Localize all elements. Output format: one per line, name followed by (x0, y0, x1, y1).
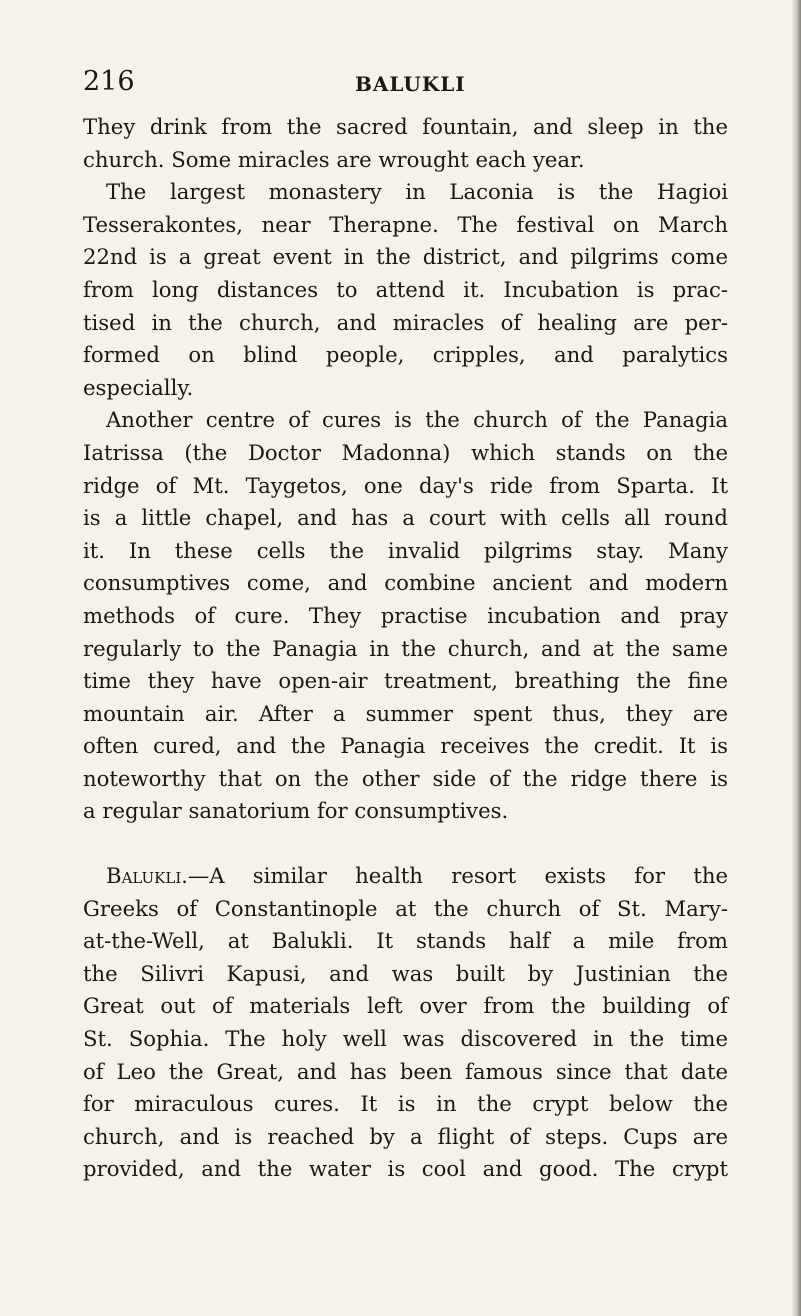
running-head: BALUKLI (355, 72, 466, 96)
text-line: provided, and the water is cool and good. The crypt (83, 1156, 728, 1182)
page-edge-shadow (791, 0, 801, 1316)
paragraph (83, 111, 728, 176)
text-line: Greeks of Constantinople at the church of St. Mary- (83, 895, 728, 921)
text-line: The largest monastery in Laconia is the Hagioi (106, 179, 728, 205)
text-line: consumptives come, and combine ancient and modern (83, 570, 728, 596)
text-line: formed on blind people, cripples, and paralytics (83, 342, 728, 368)
text-line: church, and is reached by a flight of steps. Cups are (83, 1123, 728, 1149)
text-line: They drink from the sacred fountain, and sleep in the (83, 114, 728, 139)
text-line: regularly to the Panagia in the church, and at the same (83, 635, 728, 661)
page-header (83, 66, 723, 106)
section-gap (83, 828, 728, 860)
text-line: tised in the church, and miracles of healing are per- (83, 309, 728, 335)
text-line: for miraculous cures. It is in the crypt below the (83, 1091, 728, 1117)
text-line: time they have open-air treatment, breathing the fine (83, 668, 728, 694)
text-line: Another centre of cures is the church of the Panagia (106, 407, 728, 433)
page-number: 216 (83, 66, 135, 97)
text-line: Tesserakontes, near Therapne. The festival on March (83, 211, 728, 237)
text-line: Iatrissa (the Doctor Madonna) which stands on the (83, 439, 728, 465)
text-line: especially. (83, 374, 194, 400)
text-line: a regular sanatorium for consumptives. (83, 798, 509, 824)
text-line-rest: .—A similar health resort exists for the (181, 863, 728, 889)
section-head: Balukli (106, 863, 182, 889)
text-line: the Silivri Kapusi, and was built by Justinian the (83, 960, 728, 986)
text-line: mountain air. After a summer spent thus, they are (83, 700, 728, 726)
text-line: Great out of materials left over from the building of (83, 993, 728, 1019)
text-line: from long distances to attend it. Incubation is prac- (83, 276, 728, 302)
text-line: church. Some miracles are wrought each year. (83, 146, 585, 172)
paragraph (83, 860, 728, 1186)
text-line: it. In these cells the invalid pilgrims stay. Many (83, 537, 728, 563)
paragraph (83, 176, 728, 404)
paragraph (83, 404, 728, 828)
text-line: of Leo the Great, and has been famous since that date (83, 1058, 728, 1084)
text-line: noteworthy that on the other side of the ridge there is (83, 765, 728, 791)
text-line: 22nd is a great event in the district, and pilgrims come (83, 244, 728, 270)
text-line: is a little chapel, and has a court with cells all round (83, 505, 728, 531)
text-line: at-the-Well, at Balukli. It stands half a mile from (83, 928, 728, 954)
body-text (83, 111, 728, 1186)
text-line: St. Sophia. The holy well was discovered in the time (83, 1026, 728, 1052)
text-line (83, 860, 728, 893)
text-line: methods of cure. They practise incubation and pray (83, 602, 728, 628)
text-line: ridge of Mt. Taygetos, one day's ride from Sparta. It (83, 472, 728, 498)
text-line: often cured, and the Panagia receives the credit. It is (83, 733, 728, 759)
